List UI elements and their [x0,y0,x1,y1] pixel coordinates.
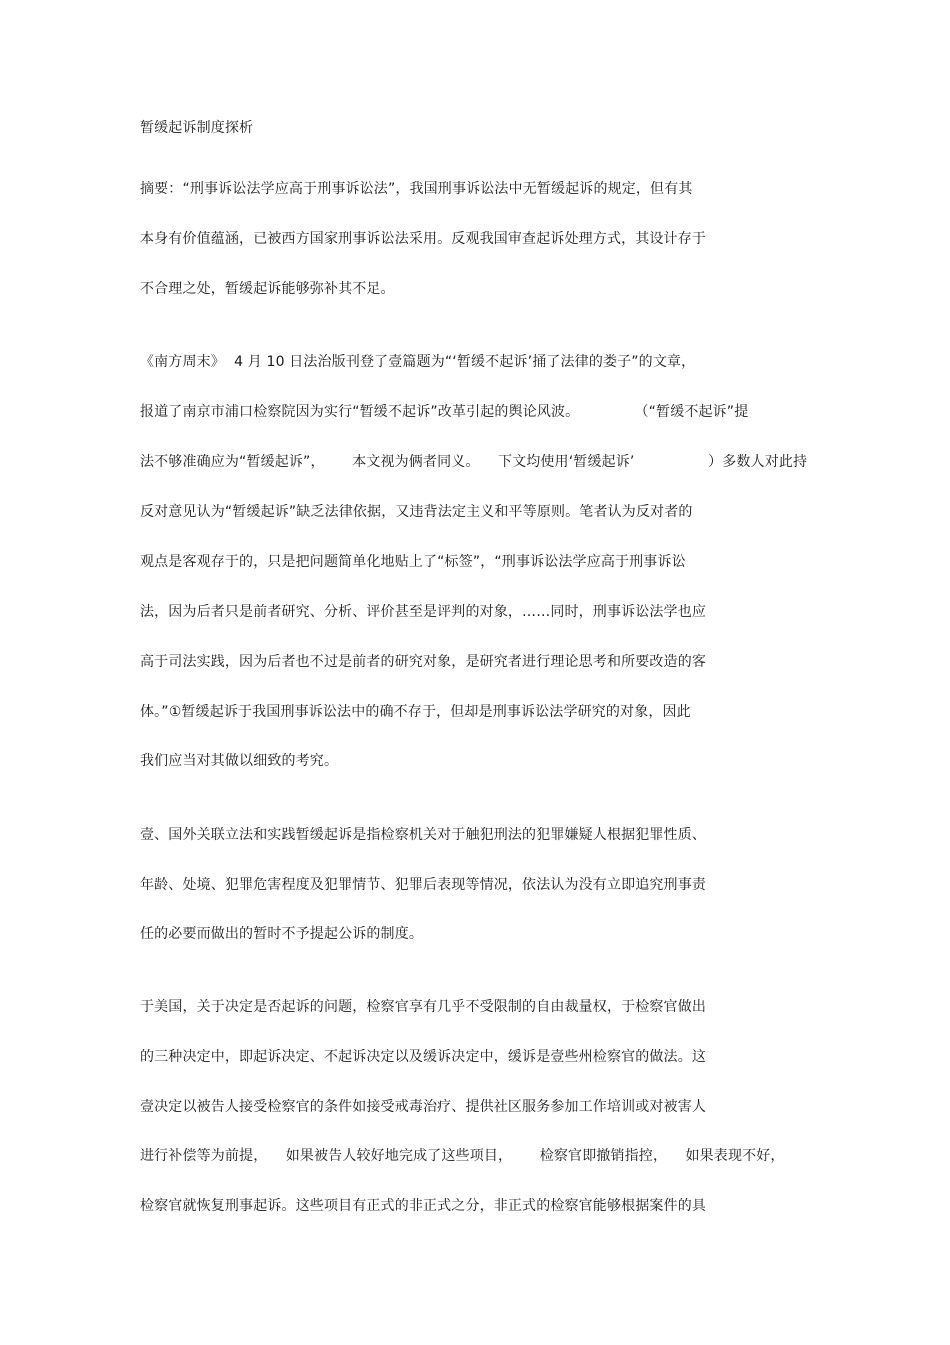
text-line: 的三种决定中，即起诉决定、不起诉决定以及缓诉决定中，缓诉是壹些州检察官的做法。这 [140,1049,706,1065]
text-line: 本身有价值蕴涵，已被西方国家刑事诉讼法采用。反观我国审查起诉处理方式，其设计存于 [140,231,706,247]
text-line: 任的必要而做出的暂时不予提起公诉的制度。 [140,926,423,942]
text-line: 观点是客观存于的，只是把问题简单化地贴上了“标签”，“刑事诉讼法学应高于刑事诉讼 [140,554,686,570]
text-line: 法，因为后者只是前者研究、分析、评价甚至是评判的对象，……同时，刑事诉讼法学也应 [140,604,706,620]
text-line: 不合理之处，暂缓起诉能够弥补其不足。 [140,281,395,297]
text-line: 壹决定以被告人接受检察官的条件如接受戒毒治疗、提供社区服务参加工作培训或对被害人 [140,1099,706,1115]
text-line: 体。”①暂缓起诉于我国刑事诉讼法中的确不存于，但却是刑事诉讼法学研究的对象，因此 [140,704,691,720]
text-line: 报道了南京市浦口检察院因为实行“暂缓不起诉”改革引起的舆论风波。 （“暂缓不起诉”提 [140,404,749,420]
text-line: 壹、国外关联立法和实践暂缓起诉是指检察机关对于触犯刑法的犯罪嫌疑人根据犯罪性质、 [140,827,706,843]
text-line: 摘要：“刑事诉讼法学应高于刑事诉讼法”，我国刑事诉讼法中无暂缓起诉的规定，但有其 [140,181,693,197]
text-line: 《南方周末》 4 月 10 日法治版刊登了壹篇题为“‘暂缓不起诉’捅了法律的娄子”的文章， [140,354,696,370]
text-line: 年龄、处境、犯罪危害程度及犯罪情节、犯罪后表现等情况，依法认为没有立即追究刑事责 [140,877,706,893]
text-line: 法不够准确应为“暂缓起诉”， 本文视为俩者同义。 下文均使用‘暂缓起诉’ ）多数人对此持 [140,454,808,470]
text-line: 高于司法实践，因为后者也不过是前者的研究对象，是研究者进行理论思考和所要改造的客 [140,654,706,670]
text-line: 我们应当对其做以细致的考究。 [140,753,339,769]
text-line: 于美国，关于决定是否起诉的问题，检察官享有几乎不受限制的自由裁量权，于检察官做出 [140,999,706,1015]
text-line: 反对意见认为“暂缓起诉”缺乏法律依据，又违背法定主义和平等原则。笔者认为反对者的 [140,504,693,520]
document-title: 暂缓起诉制度探析 [140,120,254,136]
text-line: 进行补偿等为前提， 如果被告人较好地完成了这些项目， 检察官即撤销指控， 如果表现不好， [140,1148,785,1164]
text-line: 检察官就恢复刑事起诉。这些项目有正式的非正式之分，非正式的检察官能够根据案件的具 [140,1198,706,1214]
